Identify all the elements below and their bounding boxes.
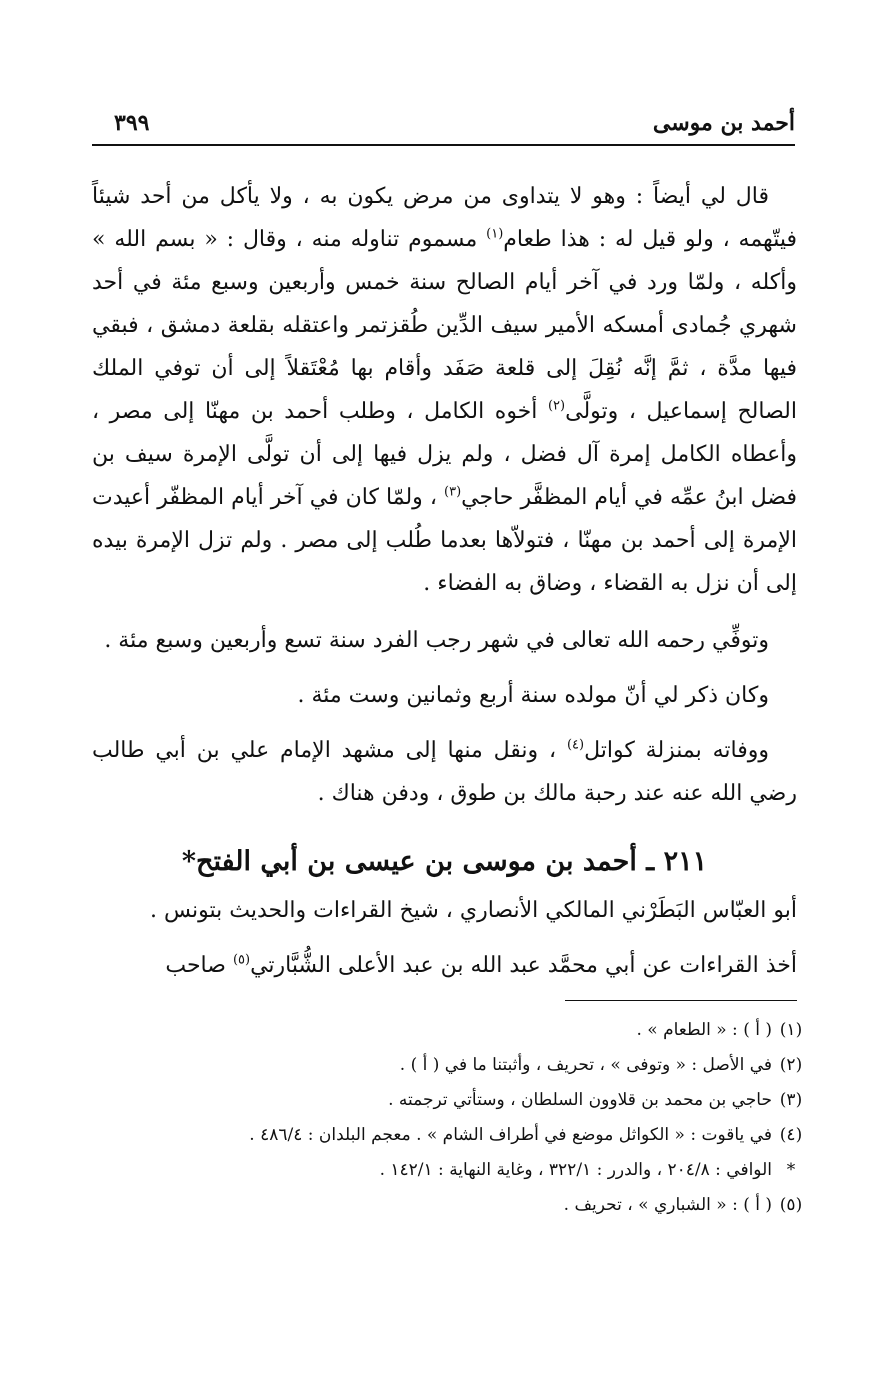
paragraph-3: وكان ذكر لي أنّ مولده سنة أربع وثمانين وست مئة .: [297, 683, 769, 708]
footnote-5: [92, 1188, 810, 1223]
footnote-ref-5: (٥): [232, 952, 251, 968]
page-header: [92, 108, 795, 146]
footnote-ref-1: (١): [486, 226, 504, 242]
footnote-ref-2: (٢): [547, 398, 566, 414]
footnote-number: (٤): [779, 1125, 803, 1145]
footnote-ref-3: (٣): [444, 484, 462, 500]
footnote-number: (٣): [779, 1090, 803, 1110]
paragraph-4-text-1: ووفاته بمنزلة كواتل: [584, 738, 769, 763]
entry-paragraph-2-text-1: أخذ القراءات عن أبي محمَّد عبد الله بن عبد الأعلى الشُّبَّارتي: [250, 953, 797, 978]
paragraph-4-text-2: ، ونقل منها إلى مشهد الإمام علي بن أبي طالب رضي الله عنه عند رحبة مالك بن طوق ، ودفن هناك .: [92, 738, 797, 806]
footnote-text: في الأصل : « وتوفى » ، تحريف ، وأثبتنا ما في ( أ ) .: [399, 1055, 772, 1075]
footnote-sources: [92, 1153, 810, 1188]
paragraph-1-text-1: قال لي أيضاً : وهو لا يتداوى من مرض يكون به ، ولا يأكل من أحد شيئاً فيتّهمه ، ولو قيل له : هذا طعام: [92, 184, 797, 252]
footnote-2: [92, 1048, 810, 1083]
footnote-text: حاجي بن محمد بن قلاوون السلطان ، وستأتي ترجمته .: [388, 1090, 772, 1110]
paragraph-1: [92, 175, 797, 605]
paragraph-1-text-3: أخوه الكامل ، وطلب أحمد بن مهنّا إلى مصر ، وأعطاه الكامل إمرة آل فضل ، ولم يزل فيها إلى أن تولَّى الإمرة سيف بن فضل ابنُ عمِّه في أيام المظفَّر حاجي: [92, 399, 797, 510]
footnote-text: ( أ ) : « الشباري » ، تحريف .: [563, 1195, 772, 1215]
footnote-separator: [565, 1000, 797, 1001]
footnote-number: (١): [779, 1020, 803, 1040]
footnote-3: [92, 1083, 810, 1118]
running-title: أحمد بن موسى: [652, 110, 795, 136]
footnote-text: في ياقوت : « الكواثل موضع في أطراف الشام » . معجم البلدان : ٤٨٦/٤ .: [249, 1125, 772, 1145]
entry-paragraph-1: أبو العبّاس البَطَرْني المالكي الأنصاري ، شيخ القراءات والحديث بتونس .: [149, 898, 797, 923]
footnote-text: ( أ ) : « الطعام » .: [636, 1020, 772, 1040]
footnote-number: (٥): [779, 1195, 803, 1215]
paragraph-4: [92, 729, 797, 815]
footnote-number: (٢): [779, 1055, 803, 1075]
entry-title: ٢١١ ـ أحمد بن موسى بن عيسى بن أبي الفتح*: [181, 846, 708, 877]
page-number: ٣٩٩: [114, 110, 150, 136]
entry-paragraph-2-text-2: صاحب: [165, 953, 233, 978]
footnotes: [92, 1013, 810, 1223]
footnote-ref-4: (٤): [566, 737, 585, 753]
main-text: [92, 175, 797, 987]
footnote-text: الوافي : ٢٠٤/٨ ، والدرر : ٣٢٢/١ ، وغاية النهاية : ١٤٢/١ .: [379, 1160, 772, 1180]
paragraph-1-text-4: ، ولمّا كان في آخر أيام المظفّر أعيدت الإمرة إلى أحمد بن مهنّا ، فتولاّها بعدما طُلب إلى مصر . ولم تزل الإمرة بيده إلى أن نزل به القضاء ، وضاق به الفضاء .: [92, 485, 797, 596]
footnote-1: [92, 1013, 810, 1048]
footnote-4: [92, 1118, 810, 1153]
footnote-number: *: [786, 1160, 796, 1180]
paragraph-2: وتوفِّي رحمه الله تعالى في شهر رجب الفرد سنة تسع وأربعين وسبع مئة .: [104, 628, 769, 653]
paragraph-1-text-2: مسموم تناوله منه ، وقال : « بسم الله » وأكله ، ولمّا ورد في آخر أيام الصالح سنة خمس وأربعين وسبع مئة في أحد شهري جُمادى أمسكه الأمير سيف الدِّين طُقزتمر واعتقله بقلعة دمشق ، فبقي فيها مدَّة ، ثمَّ إنَّه نُقِلَ إلى قلعة صَفَد وأقام بها مُعْتَقلاً إلى أن توفي الملك الصالح إسماعيل ، وتولَّى: [92, 227, 797, 424]
entry-paragraph-2: [92, 944, 797, 987]
